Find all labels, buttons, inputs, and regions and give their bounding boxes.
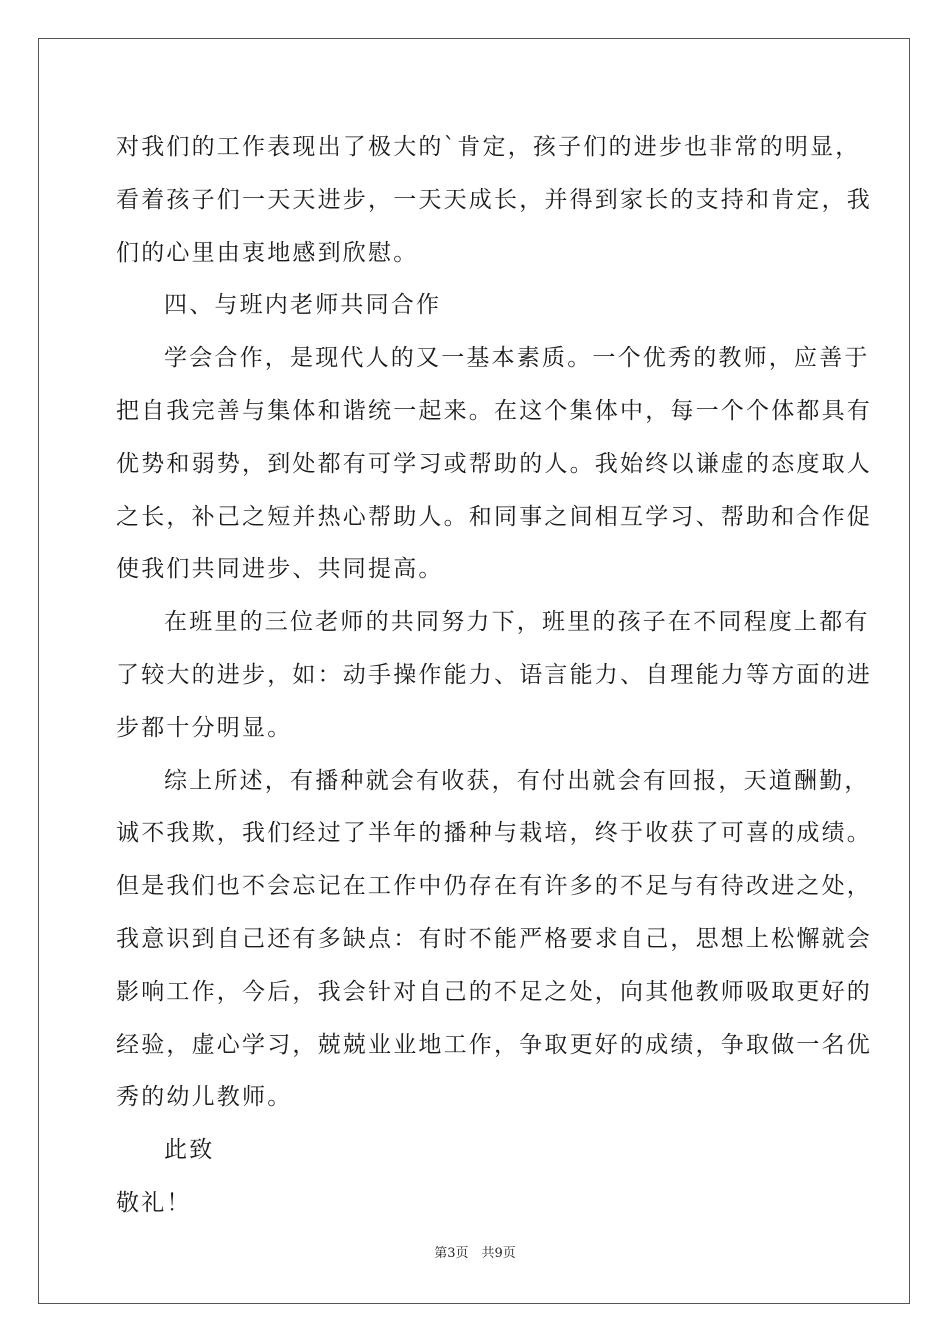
text-line: 了较大的进步，如：动手操作能力、语言能力、自理能力等方面的进 [116, 661, 872, 688]
closing-salutation: 此致 [164, 1137, 215, 1164]
text-line: 影响工作，今后，我会针对自己的不足之处，向其他教师吸取更好的 [116, 978, 872, 1005]
text-line: 使我们共同进步、共同提高。 [116, 556, 444, 583]
text-line: 秀的幼儿教师。 [116, 1084, 293, 1111]
text-line: 把自我完善与集体和谐统一起来。在这个集体中，每一个个体都具有 [116, 397, 872, 424]
text-line: 们的心里由衷地感到欣慰。 [116, 239, 419, 266]
closing-regards: 敬礼！ [116, 1189, 192, 1216]
text-line: 综上所述，有播种就会有收获，有付出就会有回报，天道酬勤， [164, 767, 870, 794]
text-line: 之长，补己之短并热心帮助人。和同事之间相互学习、帮助和合作促 [116, 503, 872, 530]
text-line: 优势和弱势，到处都有可学习或帮助的人。我始终以谦虚的态度取人 [116, 450, 872, 477]
page-number: 第3页 共9页 [434, 1246, 516, 1261]
document-body [116, 121, 872, 1230]
text-line: 但是我们也不会忘记在工作中仍存在有许多的不足与有待改进之处， [116, 873, 872, 900]
text-line: 对我们的工作表现出了极大的`肯定，孩子们的进步也非常的明显， [116, 134, 861, 160]
text-line: 学会合作，是现代人的又一基本素质。一个优秀的教师，应善于 [164, 345, 870, 372]
text-line: 经验，虚心学习，兢兢业业地工作，争取更好的成绩，争取做一名优 [116, 1031, 872, 1058]
text-line: 我意识到自己还有多缺点：有时不能严格要求自己，思想上松懈就会 [116, 925, 872, 952]
page-footer [0, 1242, 950, 1261]
text-line: 诚不我欺，我们经过了半年的播种与栽培，终于收获了可喜的成绩。 [116, 820, 872, 847]
text-line: 看着孩子们一天天进步，一天天成长，并得到家长的支持和肯定，我 [116, 186, 872, 213]
text-line: 步都十分明显。 [116, 714, 293, 741]
text-line: 在班里的三位老师的共同努力下，班里的孩子在不同程度上都有 [164, 609, 870, 636]
section-heading: 四、与班内老师共同合作 [164, 292, 442, 319]
